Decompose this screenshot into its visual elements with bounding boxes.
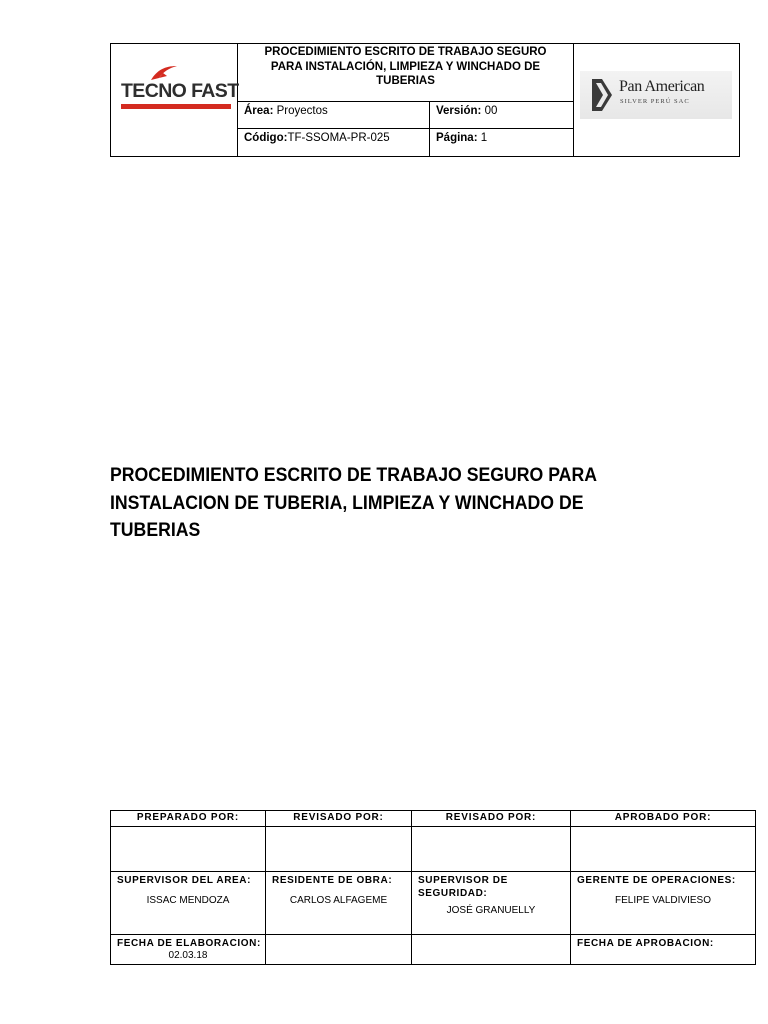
tecnofast-logo-cell bbox=[111, 44, 238, 156]
header-title bbox=[238, 44, 573, 102]
approval-date-cell bbox=[571, 934, 756, 964]
role-label-line: SUPERVISOR DE bbox=[418, 875, 508, 887]
header-row-area-version bbox=[238, 102, 573, 129]
signer-name: FELIPE VALDIVIESO bbox=[615, 895, 711, 907]
area-cell bbox=[238, 102, 430, 128]
signature-box bbox=[412, 827, 571, 872]
panamerican-emblem-icon bbox=[590, 77, 616, 113]
reviewed-by-header: REVISADO POR: bbox=[412, 811, 571, 827]
signature-box bbox=[111, 827, 266, 872]
codigo-label: Código: bbox=[244, 132, 288, 144]
role-label: GERENTE DE OPERACIONES: bbox=[577, 875, 736, 887]
approval-date-label: FECHA DE APROBACION: bbox=[577, 937, 714, 949]
reviewed-by-header: REVISADO POR: bbox=[266, 811, 412, 827]
elaboration-date-label: FECHA DE ELABORACION: bbox=[117, 937, 261, 949]
version-label: Versión: bbox=[436, 105, 482, 117]
tecnofast-logo bbox=[121, 64, 239, 114]
area-label: Área: bbox=[244, 105, 274, 117]
panamerican-logo-text: Pan American bbox=[619, 78, 705, 95]
main-title-line: PROCEDIMIENTO ESCRITO DE TRABAJO SEGURO PARA bbox=[110, 465, 597, 486]
approved-by-header: APROBADO POR: bbox=[571, 811, 756, 827]
role-label bbox=[412, 872, 570, 900]
elaboration-date-cell bbox=[111, 934, 266, 964]
version-cell bbox=[430, 102, 573, 128]
role-label: RESIDENTE DE OBRA: bbox=[272, 875, 393, 887]
signer-name: JOSÉ GRANUELLY bbox=[446, 905, 536, 917]
signer-name: CARLOS ALFAGEME bbox=[289, 895, 388, 907]
codigo-value: TF-SSOMA-PR-025 bbox=[287, 132, 390, 144]
role-label: SUPERVISOR DEL AREA: bbox=[117, 875, 252, 887]
role-label-line: SEGURIDAD: bbox=[418, 888, 488, 900]
tecnofast-logo-bar bbox=[121, 104, 231, 109]
signature-box bbox=[266, 827, 412, 872]
empty-cell bbox=[412, 934, 571, 964]
prepared-by-header: PREPARADO POR: bbox=[111, 811, 266, 827]
area-value: Proyectos bbox=[276, 105, 328, 117]
version-value: 00 bbox=[484, 105, 498, 117]
tecnofast-logo-text: TECNO FAST bbox=[121, 80, 239, 102]
preparer-cell bbox=[111, 872, 266, 934]
header-title-line: PROCEDIMIENTO ESCRITO DE TRABAJO SEGURO bbox=[264, 46, 547, 58]
document-main-title bbox=[110, 462, 631, 545]
reviewer2-cell bbox=[412, 872, 571, 934]
header-title-line: TUBERIAS bbox=[376, 75, 435, 87]
reviewer1-cell bbox=[266, 872, 412, 934]
pagina-label: Página: bbox=[436, 132, 478, 144]
header-info bbox=[238, 44, 574, 156]
header-title-line: PARA INSTALACIÓN, LIMPIEZA Y WINCHADO DE bbox=[270, 60, 541, 73]
empty-cell bbox=[266, 934, 412, 964]
panamerican-logo-cell bbox=[574, 44, 739, 156]
panamerican-logo-subtext: SILVER PERÚ SAC bbox=[620, 98, 690, 105]
elaboration-date-value: 02.03.18 bbox=[168, 949, 208, 961]
main-title-line: TUBERIAS bbox=[110, 520, 201, 541]
main-title-line: INSTALACION DE TUBERIA, LIMPIEZA Y WINCHADO DE bbox=[110, 492, 584, 514]
codigo-cell bbox=[238, 129, 430, 156]
approver-cell bbox=[571, 872, 756, 934]
approval-table bbox=[110, 810, 756, 965]
pagina-value: 1 bbox=[480, 132, 488, 144]
panamerican-logo bbox=[580, 71, 732, 119]
document-header bbox=[110, 43, 740, 157]
header-row-codigo-pagina bbox=[238, 129, 573, 156]
signer-name: ISSAC MENDOZA bbox=[146, 895, 230, 907]
pagina-cell bbox=[430, 129, 573, 156]
signature-box bbox=[571, 827, 756, 872]
